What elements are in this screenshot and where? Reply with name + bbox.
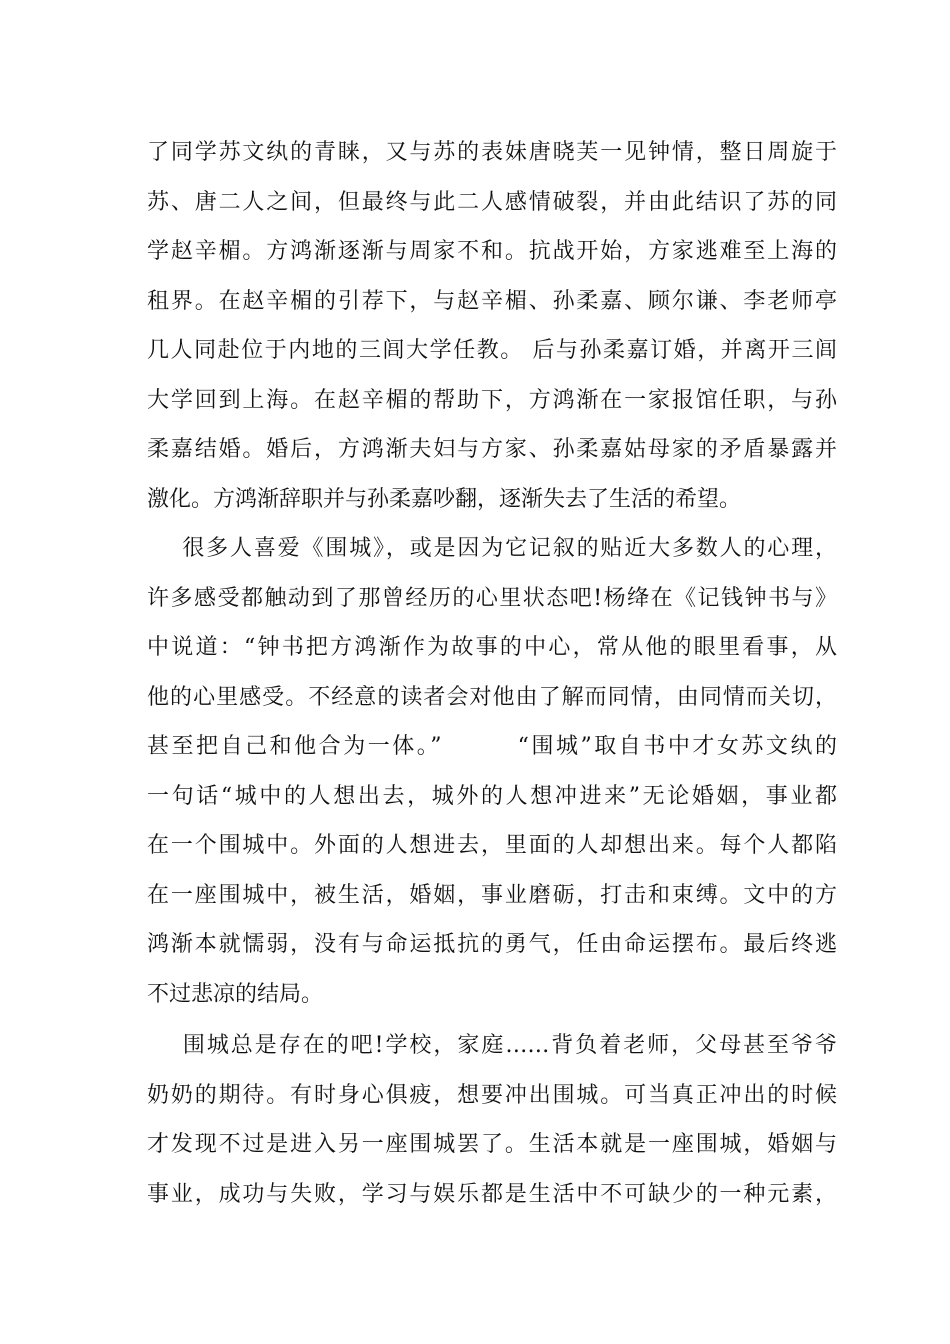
text-line: 苏、唐二人之间，但最终与此二人感情破裂，并由此结识了苏的同 <box>147 189 837 215</box>
text-line: 一句话“城中的人想出去，城外的人想冲进来”无论婚姻，事业都 <box>147 783 837 809</box>
text-line: 事业，成功与失败，学习与娱乐都是生活中不可缺少的一种元素， <box>147 1181 837 1207</box>
text-line: 学赵辛楣。方鸿渐逐渐与周家不和。抗战开始，方家逃难至上海的 <box>147 239 837 264</box>
text-line: 柔嘉结婚。婚后，方鸿渐夫妇与方家、孙柔嘉姑母家的矛盾暴露并 <box>147 437 837 462</box>
text-line: 几人同赴位于内地的三闾大学任教。 后与孙柔嘉订婚，并离开三闾 <box>147 338 837 363</box>
text-line: 租界。在赵辛楣的引荐下，与赵辛楣、孙柔嘉、顾尔谦、李老师亭 <box>147 288 837 314</box>
text-line: 才发现不过是进入另一座围城罢了。生活本就是一座围城，婚姻与 <box>147 1132 837 1157</box>
text-line: 鸿渐本就懦弱，没有与命运抵抗的勇气，任由命运摆布。最后终逃 <box>147 932 837 957</box>
text-line: 中说道：“钟书把方鸿渐作为故事的中心，常从他的眼里看事，从 <box>147 635 837 660</box>
text-line: 不过悲凉的结局。 <box>147 981 324 1007</box>
text-line: 在一个围城中。外面的人想进去，里面的人却想出来。每个人都陷 <box>147 833 837 858</box>
text-line: 奶奶的期待。有时身心俱疲，想要冲出围城。可当真正冲出的时候 <box>147 1082 837 1108</box>
paragraph-start-line: 围城总是存在的吧!学校，家庭……背负着老师，父母甚至爷爷 <box>147 1033 837 1058</box>
text-line: 他的心里感受。不经意的读者会对他由了解而同情，由同情而关切， <box>147 684 837 710</box>
text-line: 了同学苏文纨的青睐，又与苏的表妹唐晓芙一见钟情，整日周旋于 <box>147 140 837 165</box>
text-line: 大学回到上海。在赵辛楣的帮助下，方鸿渐在一家报馆任职，与孙 <box>147 387 837 413</box>
body-text <box>147 128 837 1219</box>
text-line: 在一座围城中，被生活，婚姻，事业磨砺，打击和束缚。文中的方 <box>147 882 837 908</box>
text-line: 甚至把自己和他合为一体。” “围城”取自书中才女苏文纨的 <box>147 734 837 759</box>
paragraph-start-line: 很多人喜爱《围城》，或是因为它记叙的贴近大多数人的心理， <box>147 536 837 561</box>
text-line: 激化。方鸿渐辞职并与孙柔嘉吵翻，逐渐失去了生活的希望。 <box>147 486 742 512</box>
text-line: 许多感受都触动到了那曾经历的心里状态吧!杨绛在《记钱钟书与》 <box>147 585 837 611</box>
